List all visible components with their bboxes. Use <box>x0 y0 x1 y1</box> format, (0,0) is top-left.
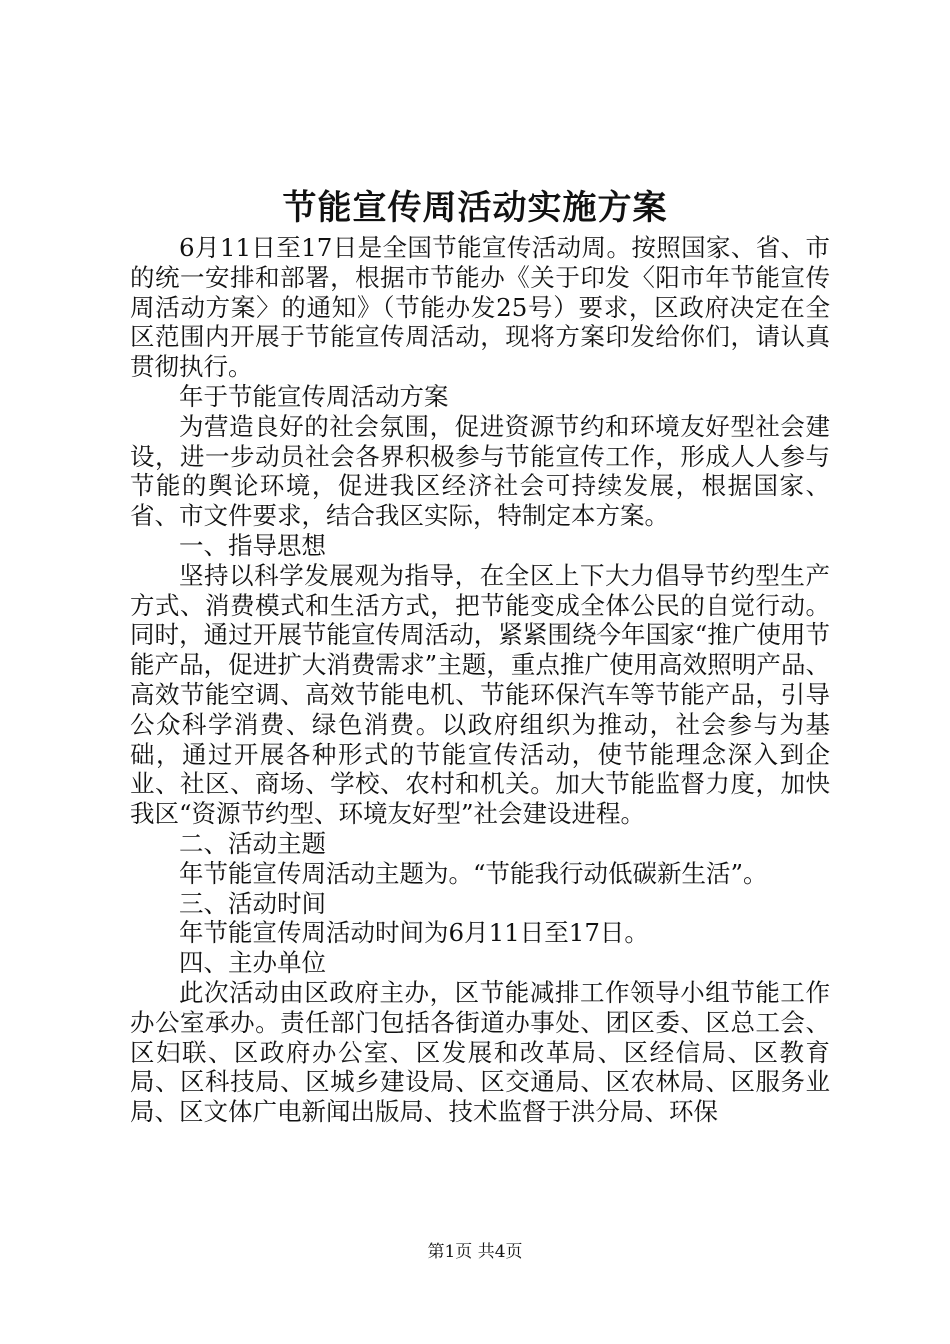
document-title: 节能宣传周活动实施方案 <box>282 188 668 228</box>
page-number-footer: 第1页 共4页 <box>427 1242 523 1262</box>
paragraph-plan-title: 年于节能宣传周活动方案 <box>179 381 449 411</box>
paragraph-guiding-ideology: 坚持以科学发展观为指导，在全区上下大力倡导节约型生产方式、消费模式和生活方式，把节能变成全体公民的自觉行动。同时，通过开展节能宣传周活动，紧紧围绕今年国家“推广使用节能产品，促进扩大消费需求”主题，重点推广使用高效照明产品、高效节能空调、高效节能电机、节能环保汽车等节能产品，引导公众科学消费、绿色消费。以政府组织为推动，社会参与为基础，通过开展各种形式的节能宣传活动，使节能理念深入到企业、社区、商场、学校、农村和机关。加大节能监督力度，加快我区“资源节约型、环境友好型”社会建设进程。 <box>130 560 830 829</box>
paragraph-purpose: 为营造良好的社会氛围，促进资源节约和环境友好型社会建设，进一步动员社会各界积极参与节能宣传工作，形成人人参与节能的舆论环境，促进我区经济社会可持续发展，根据国家、省、市文件要求，结合我区实际，特制定本方案。 <box>130 411 830 531</box>
section-heading-guiding-ideology: 一、指导思想 <box>179 530 326 560</box>
paragraph-activity-theme: 年节能宣传周活动主题为。“节能我行动低碳新生活”。 <box>179 858 768 888</box>
section-heading-organizer: 四、主办单位 <box>179 948 326 978</box>
paragraph-intro: 6月11日至17日是全国节能宣传活动周。按照国家、省、市的统一安排和部署，根据市节能办《关于印发〈阳市年节能宣传周活动方案〉的通知》（节能办发25号）要求，区政府决定在全区范围内开展于节能宣传周活动，现将方案印发给你们，请认真贯彻执行。 <box>130 233 830 382</box>
document-body <box>130 233 830 1127</box>
section-heading-activity-time: 三、活动时间 <box>179 888 326 918</box>
section-heading-activity-theme: 二、活动主题 <box>179 828 326 858</box>
paragraph-organizer: 此次活动由区政府主办，区节能减排工作领导小组节能工作办公室承办。责任部门包括各街道办事处、团区委、区总工会、区妇联、区政府办公室、区发展和改革局、区经信局、区教育局、区科技局、区城乡建设局、区交通局、区农林局、区服务业局、区文体广电新闻出版局、技术监督于洪分局、环保 <box>130 977 830 1127</box>
paragraph-activity-time: 年节能宣传周活动时间为6月11日至17日。 <box>179 918 649 948</box>
